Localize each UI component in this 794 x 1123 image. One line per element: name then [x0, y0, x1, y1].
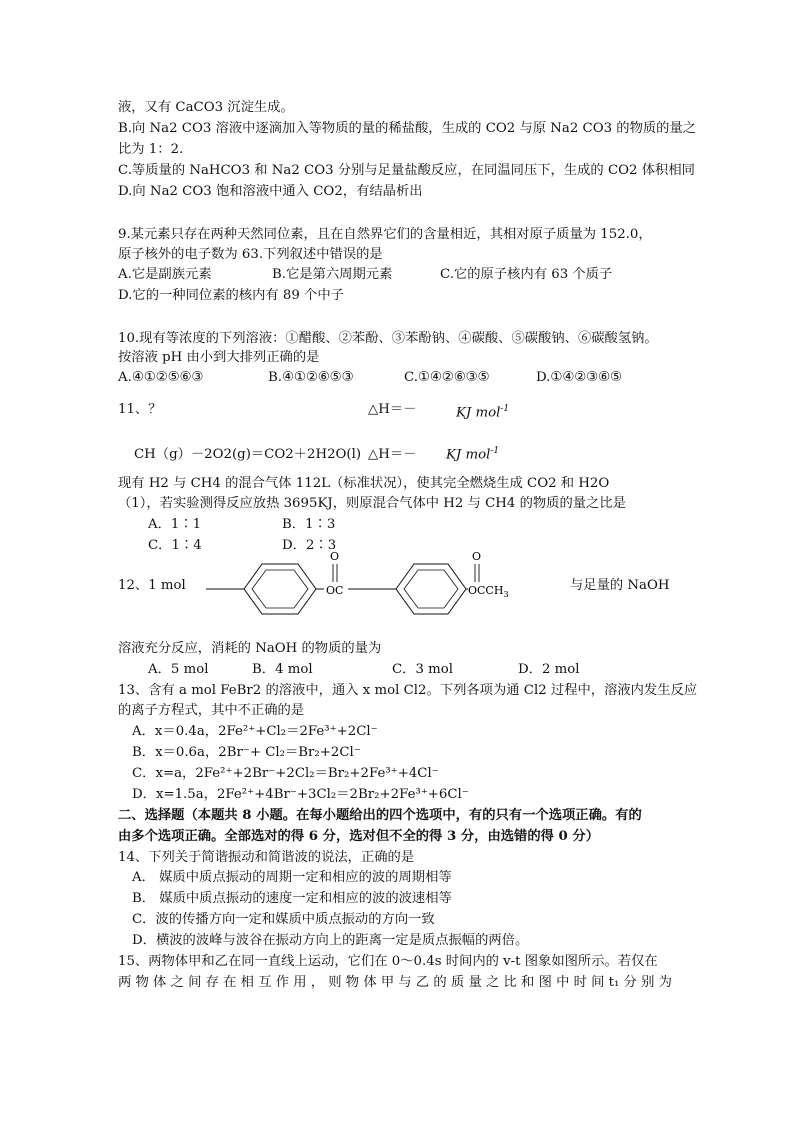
- q11-unit-2: KJ mol$^{-1}$: [446, 446, 500, 463]
- q10-option-d: D.①④②③⑥⑤: [536, 370, 622, 385]
- carbonyl-oxygen-1: O: [330, 550, 340, 563]
- q9-stem-line1: 9.某元素只存在两种天然同位素，且在自然界它们的含量相近，其相对原子质量为 152.0，: [118, 227, 652, 242]
- q12-option-c: C．3 mol: [392, 662, 454, 677]
- q11-enthalpy-1: △H＝－: [368, 402, 417, 417]
- q13-option-a: A．x＝0.4a，2Fe²⁺+Cl₂＝2Fe³⁺+2Cl⁻: [132, 724, 378, 739]
- q13-stem-line2: 的离子方程式，其中不正确的是: [118, 703, 305, 718]
- q12-stem-tail: 与足量的 NaOH: [570, 578, 670, 593]
- benzene-ring-left: [244, 564, 316, 614]
- q8-option-b: B.向 Na2 CO3 溶液中逐滴加入等物质的量的稀盐酸，生成的 CO2 与原 Na2 CO3 的物质的量之: [118, 121, 697, 136]
- ester-group-1: OC: [326, 584, 344, 597]
- q12-stem-line2: 溶液充分反应，消耗的 NaOH 的物质的量为: [118, 641, 382, 656]
- q8-continuation-line: 液，又有 CaCO3 沉淀生成。: [118, 100, 294, 115]
- q9-option-a: A.它是副族元素: [118, 267, 212, 282]
- section-2-heading-line2: 由多个选项正确。全部选对的得 6 分，选对但不全的得 3 分，由选错的得 0 分）: [118, 829, 600, 844]
- q12-number: 12、1 mol: [118, 578, 186, 593]
- q15-stem-line1: 15、两物体甲和乙在同一直线上运动，它们在 0～0.4s 时间内的 v-t 图象如图所示。若仅在: [118, 954, 658, 969]
- q11-unit-1: KJ mol$^{-1}$: [456, 404, 510, 421]
- q13-option-d: D．x=1.5a，2Fe²⁺+4Br⁻+3Cl₂＝2Br₂+2Fe³⁺+6Cl⁻: [132, 787, 469, 802]
- q11-option-c: C．1∶4: [148, 538, 202, 553]
- section-2-heading-line1: 二、选择题（本题共 8 小题。在每小题给出的四个选项中，有的只有一个选项正确。有的: [118, 808, 642, 823]
- q12-option-a: A．5 mol: [148, 662, 209, 677]
- q8-option-b-cont: 比为 1：2.: [118, 142, 184, 157]
- q14-option-b: B． 媒质中质点振动的速度一定和相应的波的波速相等: [132, 891, 452, 906]
- q14-option-c: C．波的传播方向一定和媒质中质点振动的方向一致: [132, 912, 435, 927]
- benzene-ring-right: [396, 564, 466, 614]
- q10-option-b: B.④①②⑥⑤③: [268, 370, 354, 385]
- q9-stem-line2: 原子核外的电子数为 63.下列叙述中错误的是: [118, 247, 383, 262]
- q10-option-c: C.①④②⑥③⑤: [404, 370, 490, 385]
- q11-stem-line1: 现有 H2 与 CH4 的混合气体 112L（标准状况），使其完全燃烧生成 CO2 和 H2O: [118, 476, 610, 491]
- q13-stem-line1: 13、含有 a mol FeBr2 的溶液中，通入 x mol Cl2。下列各项为通 Cl2 过程中，溶液内发生反应: [118, 683, 698, 698]
- q15-stem-line2: 两 物 体 之 间 存 在 相 互 作 用 ， 则 物 体 甲 与 乙 的 质 量 之 比 和 图 中 时 间 t₁ 分 别 为: [118, 975, 672, 990]
- q12-option-d: D．2 mol: [518, 662, 580, 677]
- q11-equation-2: CH（g）－2O2(g)＝CO2＋2H2O(l): [134, 447, 362, 462]
- q11-option-b: B．1∶3: [282, 517, 336, 532]
- benzene-ring-left-inner: [252, 570, 308, 608]
- q10-stem-line2: 按溶液 pH 由小到大排列正确的是: [118, 350, 320, 365]
- q8-option-c: C.等质量的 NaHCO3 和 Na2 CO3 分别与足量盐酸反应，在同温同压下，生成的 CO2 体积相同: [118, 163, 695, 178]
- q10-stem-line1: 10.现有等浓度的下列溶液：①醋酸、②苯酚、③苯酚钠、④碳酸、⑤碳酸钠、⑥碳酸氢钠。: [118, 331, 658, 346]
- q10-option-a: A.④①②⑤⑥③: [118, 370, 204, 385]
- q11-option-d: D．2∶3: [282, 538, 337, 553]
- q11-option-a: A．1∶1: [148, 517, 202, 532]
- q11-enthalpy-2: △H＝－: [368, 447, 417, 462]
- q8-option-d: D.向 Na2 CO3 饱和溶液中通入 CO2，有结晶析出: [118, 184, 423, 199]
- q11-stem-line2: （1），若实验测得反应放热 3695KJ，则原混合气体中 H2 与 CH4 的物质的量之比是: [118, 496, 626, 511]
- ester-group-2: $OCCH_3$: [468, 584, 509, 599]
- q14-option-a: A． 媒质中质点振动的周期一定和相应的波的周期相等: [132, 870, 452, 885]
- q14-stem: 14、下列关于简谐振动和简谐波的说法，正确的是: [118, 850, 415, 865]
- q13-option-b: B．x＝0.6a，2Br⁻+ Cl₂＝Br₂+2Cl⁻: [132, 745, 361, 760]
- q9-option-d: D.它的一种同位素的核内有 89 个中子: [118, 288, 344, 303]
- q13-option-c: C．x=a，2Fe²⁺+2Br⁻+2Cl₂＝Br₂+2Fe³⁺+4Cl⁻: [132, 766, 439, 781]
- q11-number: 11、？: [118, 402, 162, 417]
- carbonyl-oxygen-2: O: [472, 550, 482, 563]
- q14-option-d: D．横波的波峰与波谷在振动方向上的距离一定是质点振幅的两倍。: [132, 933, 529, 948]
- q9-option-c: C.它的原子核内有 63 个质子: [440, 267, 613, 282]
- structural-formula: [200, 548, 520, 620]
- benzene-ring-right-inner: [404, 570, 458, 608]
- q12-option-b: B．4 mol: [252, 662, 313, 677]
- q9-option-b: B.它是第六周期元素: [272, 267, 393, 282]
